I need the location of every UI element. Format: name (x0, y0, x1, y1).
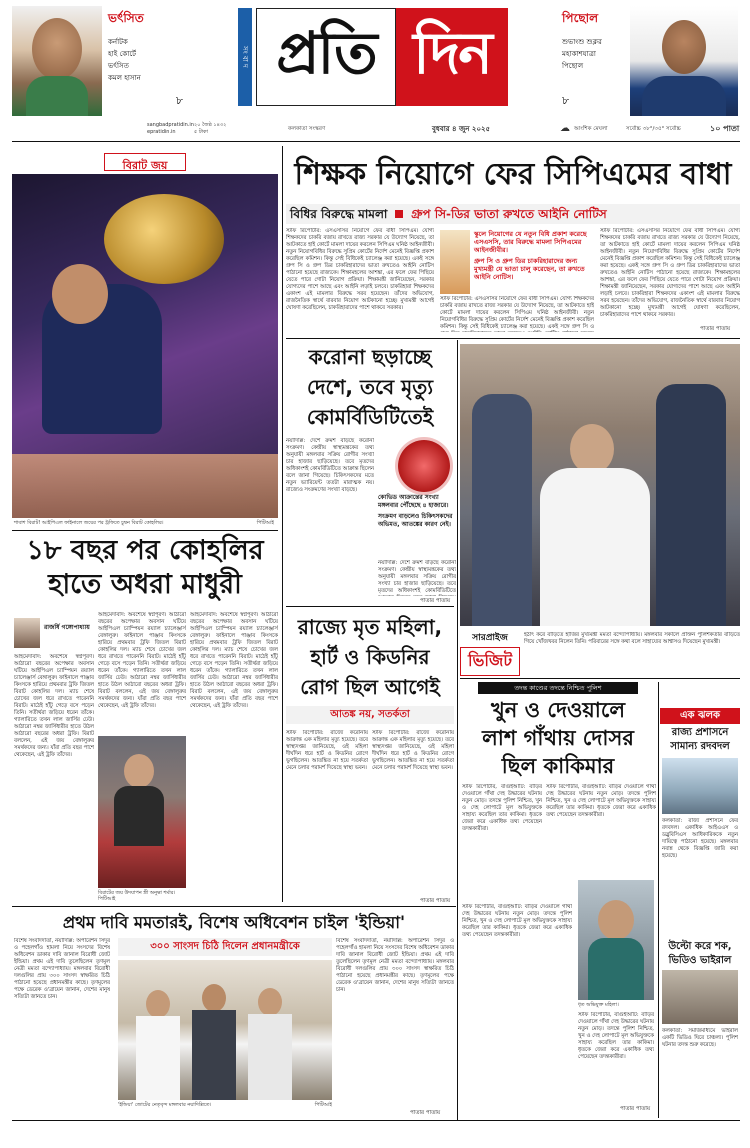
cloud-icon: ☁ (560, 123, 570, 134)
murder-headline-line2: লাশ গাঁথায় দোসর (482, 726, 634, 750)
page-count: ১০ পাতা (710, 124, 740, 133)
left-teaser-line: কমল হাসান (108, 74, 141, 82)
left-teaser-line: হাই কোর্টে (108, 50, 136, 58)
column-divider (282, 146, 283, 902)
weather: আংশিক মেঘলা (574, 126, 608, 132)
lead-bullet-2: গ্রুপ সি ও গ্রুপ ডির চাকরিহারাদের জন্য মুখ্যমন্ত্রী যে ভাতা চালু করেছেন, তা রুখতে আইনি নোটিস। (474, 257, 585, 281)
ek-jhalak-headline-3: উল্টো করে শক, (668, 941, 732, 952)
logo-left[interactable] (256, 8, 396, 106)
logo-right[interactable] (396, 8, 508, 106)
column-divider (658, 682, 659, 1118)
masthead (0, 0, 750, 140)
woman-headline[interactable] (286, 612, 454, 702)
surprise-visit-label (460, 630, 520, 670)
viral-video-photo[interactable] (662, 970, 738, 1024)
india-bloc-photo[interactable] (118, 960, 332, 1100)
right-teaser-line: পিছোল (562, 62, 584, 70)
lead-body-col2: স্টাফ রিপোর্টার: এসএসসির নিয়োগে ফের বাধা সিপিএম। যোগ্য শিক্ষকদের চাকরি বজায় রাখতে রাজ্য সরকার যে উদ্যোগ নিয়েছে, তা আটকাতে হাই কোর্টে মামলা দায়ের করলেন সিপিএম ঘনিষ্ঠ আইনজীবী। নতুন নিয়োগবিধির বিরুদ্ধে সুপ্রিম কোর্টের নির্দেশ মেনেই বিজ্ঞপ্তি প্রকাশ করেছিল কমিশন। কিন্তু সেই বিধিকেই চ্যালেঞ্জ করা হয়েছে। একই সঙ্গে গ্রুপ সি ও (440, 296, 594, 330)
murder-kicker: তদন্ত কাণ্ডের তদন্তে নিশ্চিত পুলিশ (478, 682, 638, 694)
right-teaser-page: ৮ (562, 94, 570, 107)
virus-icon (398, 440, 450, 492)
india-caption-text: 'ইন্ডিয়া' জোটের নেতৃবৃন্দ মঙ্গলবার নয়াদিল্লিতে। (118, 1102, 212, 1108)
virat-kicker-text: বিরাট জয় (122, 159, 168, 172)
surprise-label-2: ভিজিট (460, 647, 520, 676)
column-divider (457, 340, 458, 1120)
right-teaser-title: পিছোল (562, 11, 599, 25)
india-body-col1: বিশেষ সংবাদদাতা, নয়াদিল্লি: অপারেশন সিঁদুর ও পহেলগাঁও হামলা নিয়ে সংসদের বিশেষ অধিবেশন ডাকার দাবি জানাল বিরোধী জোট ইন্ডিয়া। প্রথম এই দাবি তুলেছিলেন তৃণমূল নেত্রী মমতা বন্দ্যোপাধ্যায়। মঙ্গলবার বিরোধী দলগুলির প্রায় ৩০০ সাংসদ স্বাক্ষরিত চিঠি পাঠানো হয়েছে প্রধানমন্ত্রীর কাছে। তৃণমূলের পক্ষে ডেরেক ও'ব্রায়েন জানান, দেশের মানুষ সত্যিটা জানতে চান। (14, 938, 110, 1000)
virat-headline[interactable] (12, 534, 278, 602)
covid-jump[interactable]: পাতার পাতায় (420, 598, 451, 604)
rule (286, 606, 454, 607)
mamata-visit-photo[interactable] (460, 344, 740, 626)
edition: কলকাতা সংস্করণ (288, 126, 326, 132)
covid-headline-line2: দেশে, তবে মৃত্যু (306, 375, 434, 399)
accused-photo[interactable] (578, 880, 654, 1000)
left-teaser-title: ভর্ৎসিত (108, 11, 144, 25)
left-teaser-line: ভর্ৎসিত (108, 62, 129, 70)
covid-bullets (378, 494, 456, 528)
issue-date: বুধবার ৪ জুন ২০২৫ (432, 125, 491, 133)
india-body-col2: বিশেষ সংবাদদাতা, নয়াদিল্লি: অপারেশন সিঁদুর ও পহেলগাঁও হামলা নিয়ে সংসদের বিশেষ অধিবেশন ডাকার দাবি জানাল বিরোধী জোট ইন্ডিয়া। প্রথম এই দাবি তুলেছিলেন তৃণমূল নেত্রী মমতা বন্দ্যোপাধ্যায়। মঙ্গলবার বিরোধী দলগুলির প্রায় ৩০০ সাংসদ স্বাক্ষরিত চিঠি পাঠানো হয়েছে প্রধানমন্ত্রীর কাছে। তৃণমূলের পক্ষে ডেরেক ও'ব্রায়েন জানান, দেশের মানুষ সত্যিটা জানতে চান। (336, 938, 454, 993)
woman-body-col2: স্টাফ রিপোর্টার: রাজ্যে করোনায় আক্রান্ত এক মহিলার মৃত্যু হয়েছে। তবে স্বাস্থ্যদপ্তর জানিয়েছে, ওই মহিলা দীর্ঘদিন ধরে হার্ট ও কিডনির রোগে ভুগছিলেন। আতঙ্কিত না হয়ে সতর্কতা মেনে চলার পরামর্শ দিয়েছে স্বাস্থ্য ভবন। (372, 730, 454, 771)
woman-headline-line2: হার্ট ও কিডনির (310, 645, 430, 669)
masthead-rule (12, 141, 740, 142)
surprise-label-1: সারপ্রাইজ (472, 633, 508, 643)
covid-body-col1: নয়াদিল্লি: দেশে ক্রমশ বাড়ছে করোনা সংক্রমণ। কেন্দ্রীয় স্বাস্থ্যমন্ত্রকের তথ্য অনুযায়ী মঙ্গলবার সক্রিয় রোগীর সংখ্যা চার হাজার ছাড়িয়েছে। তবে মৃতদের অধিকাংশই কোমর্বিডিটিতে আক্রান্ত ছিলেন বলে জানা গিয়েছে। চিকিৎসকদের মতে নতুন ভ্যারিয়েন্ট ততটা মারাত্মক নয়। রাজ্যেও সংক্রমণের সংখ্যা বাড়ছে। (286, 438, 374, 493)
virat-caption-text: শাবাশ বিরাট! আইপিএল ফাইনালে জয়ের পর ট্রফিতে চুম্বন বিরাট কোহলির। (14, 520, 164, 526)
woman-jump[interactable]: পাতার পাতায় (420, 898, 451, 904)
virat-headline-line2: হাতে অধরা মাধুরী (48, 569, 242, 600)
covid-body-col2: নয়াদিল্লি: দেশে ক্রমশ বাড়ছে করোনা সংক্রমণ। কেন্দ্রীয় স্বাস্থ্যমন্ত্রকের তথ্য অনুযায়ী মঙ্গলবার সক্রিয় রোগীর সংখ্যা চার হাজার ছাড়িয়েছে। তবে মৃতদের অধিকাংশই কোমর্বিডিটিতে (378, 560, 456, 594)
lead-bullets (474, 230, 594, 281)
price-note: ২০ জৈষ্ঠ ১৪৩২ (194, 122, 227, 128)
murder-body-col1: স্টাফ রিপোর্টার, বাগুইআটি: বাড়ির দেওয়ালে গাঁথা দেহ উদ্ধারের ঘটনায় নতুন মোড়। তদন্তে পুলিশ নিশ্চিত, খুন ও দেহ লোপাটে মূল অভিযুক্তকে সাহায্য করেছিল তার কাকিমা। ধৃতকে জেরা করে একাধিক তথ্য পেয়েছেন তদন্তকারীরা। (462, 784, 542, 832)
murder-jump[interactable]: পাতার পাতায় (620, 1106, 651, 1112)
ek-jhalak-headline-2: সামান্য রদবদল (670, 741, 730, 752)
india-headline[interactable]: প্রথম দাবি মমতারই, বিশেষ অধিবেশন চাইল 'ইন্ডিয়া' (62, 913, 406, 932)
virat-body-col1: আহমেদাবাদ: অবশেষে স্বপ্নপূরণ। আঠারো বছরের অপেক্ষার অবসান ঘটিয়ে আইপিএল চ্যাম্পিয়ন রয়্যাল চ্যালেঞ্জার্স বেঙ্গালুরু। ফাইনালে পাঞ্জাব কিংসকে হারিয়ে প্রথমবার ট্রফি জিতল বিরাট কোহলির দল। ম্যাচ শেষে চোখের জল ধরে রাখতে পারেননি বিরাট। মাঠেই হাঁটু গেড়ে বসে পড়েন তিনি। সতীর্থরা জড়িয়ে ধরেন তাঁকে। গ্যালারিতে তখন লাল জার্সির ঢেউ। আঠারো নম্বর জার্সিধারীর হাতে উঠল আঠারো বছরের অধরা ট্রফি। বিরাট বললেন, এই জয় বেঙ্গালুরুর সমর্থকদের জন্য। যাঁরা প্রতি বছর পাশে থেকেছেন, এই ট্রফি তাঁদের। (14, 654, 94, 758)
right-teaser[interactable] (562, 10, 632, 111)
woman-strap: আতঙ্ক নয়, সতর্কতা (286, 706, 454, 724)
anushka-caption-text: বিরাটের জয় উদযাপন স্ত্রী অনুষ্কা শর্মার। (98, 890, 176, 896)
murder-headline-line1: খুন ও দেওয়ালে (491, 698, 625, 722)
covid-headline[interactable] (286, 342, 454, 432)
site-link[interactable]: sangbadpratidin.in (147, 122, 194, 128)
woman-headline-line1: রাজ্যে মৃত মহিলা, (297, 615, 443, 639)
kamal-haasan-photo[interactable] (12, 6, 102, 116)
footer-rule (12, 1120, 740, 1121)
lead-subhead (286, 204, 740, 224)
murder-body-col3: স্টাফ রিপোর্টার, বাগুইআটি: বাড়ির দেওয়ালে গাঁথা দেহ উদ্ধারের ঘটনায় নতুন মোড়। তদন্তে পুলিশ নিশ্চিত, খুন ও দেহ লোপাটে মূল অভিযুক্তকে সাহায্য করেছিল তার কাকিমা। ধৃতকে জেরা করে একাধিক তথ্য পেয়েছেন তদন্তকারীরা। (462, 904, 572, 938)
murder-headline-line3: ছিল কাকিমার (501, 754, 615, 778)
murder-body-col2: স্টাফ রিপোর্টার, বাগুইআটি: বাড়ির দেওয়ালে গাঁথা দেহ উদ্ধারের ঘটনায় নতুন মোড়। তদন্তে পুলিশ নিশ্চিত, খুন ও দেহ লোপাটে মূল অভিযুক্তকে সাহায্য করেছিল তার কাকিমা। ধৃতকে জেরা করে একাধিক তথ্য পেয়েছেন তদন্তকারীরা। (546, 784, 656, 818)
right-teaser-line: শুভাংশু শুক্লর (562, 38, 602, 46)
lead-body-col3: স্টাফ রিপোর্টার: এসএসসির নিয়োগে ফের বাধা সিপিএম। যোগ্য শিক্ষকদের চাকরি বজায় রাখতে রাজ্য সরকার যে উদ্যোগ নিয়েছে, তা আটকাতে হাই কোর্টে মামলা দায়ের করলেন সিপিএম ঘনিষ্ঠ আইনজীবী। নতুন নিয়োগবিধির বিরুদ্ধে সুপ্রিম কোর্টের নির্দেশ মেনেই বিজ্ঞপ্তি প্রকাশ করেছিল কমিশন। কিন্তু সেই বিধিকেই চ্যালেঞ্জ করা হয়েছে। একই সঙ্গে গ্রুপ সি ও গ্রুপ ডির চাকরিহারাদের ভাতা রুখতেও আইনি নোটিস পাঠানো হয়েছে রাজ্যকে। শিক্ষামহলের আশঙ্কা, এর ফলে ফের পিছিয়ে যেতে পারে গোটা নিয়োগ প্রক্রিয়া। শিক্ষামন্ত্রী জানিয়েছেন, সরকার যোগ্যদের পাশে আছে এবং আইনি লড়াই চলবে। চাকরিহারা শিক্ষকদের একাংশ এই মামলার বিরুদ্ধে সরব হয়েছেন। তাঁদের অভিযোগ, রাজনৈতিক স্বার্থে বারবার নিয়োগ আটকানো হচ্ছে। মুখ্যমন্ত্রী আগেই ঘোষণা করেছিলেন, চাকরিহারাদের পাশে থাকবে সরকার। (600, 228, 740, 318)
covid-bullet-2: সংক্রমণ বাড়লেও চিকিৎসকদের অভিমত, আতঙ্কের কারণ নেই। (378, 513, 453, 528)
lead-jump[interactable]: পাতার পাতায় (700, 326, 731, 332)
murder-body-col4: স্টাফ রিপোর্টার, বাগুইআটি: বাড়ির দেওয়ালে গাঁথা দেহ উদ্ধারের ঘটনায় নতুন মোড়। তদন্তে পুলিশ নিশ্চিত, খুন ও দেহ লোপাটে মূল অভিযুক্তকে সাহায্য করেছিল তার কাকিমা। ধৃতকে জেরা করে একাধিক তথ্য পেয়েছেন তদন্তকারীরা। (578, 1012, 654, 1060)
rule (460, 678, 740, 679)
ek-jhalak-headline-4: ভিডিও ভাইরাল (668, 955, 732, 966)
virat-trophy-photo[interactable] (12, 174, 278, 518)
anushka-photo[interactable] (98, 736, 186, 888)
lead-sub-right: গ্রুপ সি-ডির ভাতা রুখতে আইনি নোটিস (411, 207, 607, 221)
ek-jhalak-panel (660, 708, 740, 1118)
india-jump[interactable]: পাতার পাতায় (410, 1110, 441, 1116)
ek-jhalak-body: কলকাতা: রাজ্য প্রশাসনে ফের রদবদল। একাধিক আইএএস ও ডব্লুবিসিএস আধিকারিককে নতুন দায়িত্বে পাঠানো হয়েছে। মঙ্গলবার নবান্ন থেকে বিজ্ঞপ্তি জারি করা হয়েছে। (662, 818, 738, 859)
shubhanshu-shukla-photo[interactable] (630, 6, 738, 116)
logo-left-text: প্রতি (276, 18, 376, 87)
virat-kicker (104, 153, 186, 171)
india-photo-caption (118, 1102, 332, 1108)
author-name: রাজর্ষি গঙ্গোপাধ্যায় (44, 624, 90, 631)
logo-right-text: দিন (413, 18, 491, 87)
ek-jhalak-headline-1: রাজ্য প্রশাসনে (671, 727, 729, 738)
india-credit: পিটিআই (314, 1102, 332, 1108)
rule (12, 906, 456, 907)
site-link-2[interactable]: epratidin.in (147, 129, 176, 135)
building-photo[interactable] (662, 758, 738, 814)
rule (286, 338, 740, 339)
left-teaser-line: কর্নাটক (108, 38, 128, 46)
lead-body-col1: স্টাফ রিপোর্টার: এসএসসির নিয়োগে ফের বাধা সিপিএম। যোগ্য শিক্ষকদের চাকরি বজায় রাখতে রাজ্য সরকার যে উদ্যোগ নিয়েছে, তা আটকাতে হাই কোর্টে মামলা দায়ের করলেন সিপিএম ঘনিষ্ঠ আইনজীবী। নতুন নিয়োগবিধির বিরুদ্ধে সুপ্রিম কোর্টের নির্দেশ মেনেই বিজ্ঞপ্তি প্রকাশ করেছিল কমিশন। কিন্তু সেই বিধিকেই চ্যালেঞ্জ করা হয়েছে। একই সঙ্গে গ্রুপ সি ও গ্রুপ ডির চাকরিহারাদের ভাতা রুখতেও আইনি নোটিস পাঠানো হয়েছে রাজ্যকে। শিক্ষামহলের আশঙ্কা, এর ফলে ফের পিছিয়ে যেতে পারে গোটা নিয়োগ প্রক্রিয়া। শিক্ষামন্ত্রী জানিয়েছেন, সরকার যোগ্যদের পাশে আছে এবং আইনি লড়াই চলবে। চাকরিহারা শিক্ষকদের একাংশ এই মামলার বিরুদ্ধে সরব হয়েছেন। তাঁদের অভিযোগ, রাজনৈতিক স্বার্থে বারবার নিয়োগ আটকানো হচ্ছে। মুখ্যমন্ত্রী আগেই ঘোষণা করেছিলেন, চাকরিহারাদের পাশে থাকবে সরকার। (286, 228, 434, 311)
virat-body-col2: আহমেদাবাদ: অবশেষে স্বপ্নপূরণ। আঠারো বছরের অপেক্ষার অবসান ঘটিয়ে আইপিএল চ্যাম্পিয়ন রয়্যাল চ্যালেঞ্জার্স বেঙ্গালুরু। ফাইনালে পাঞ্জাব কিংসকে হারিয়ে প্রথমবার ট্রফি জিতল বিরাট কোহলির দল। ম্যাচ শেষে চোখের জল ধরে রাখতে পারেননি বিরাট। মাঠেই হাঁটু গেড়ে বসে পড়েন তিনি। সতীর্থরা জড়িয়ে ধরেন তাঁকে। গ্যালারিতে তখন লাল জার্সির ঢেউ। আঠারো নম্বর জার্সিধারীর হাতে উঠল আঠারো বছরের অধরা ট্রফি। বিরাট বললেন, এই জয় বেঙ্গালুরুর সমর্থকদের জন্য। যাঁরা প্রতি বছর পাশে থেকেছেন, এই ট্রফি তাঁদের। (98, 612, 186, 709)
red-square-icon (395, 210, 403, 218)
covid-bullet-1: কোভিড আক্রান্তের সংখ্যা মঙ্গলবার পৌঁছেছে ৪ হাজারে। (378, 494, 449, 509)
vertical-tag: সং বা দ (238, 8, 252, 106)
rule (12, 530, 278, 531)
ek-jhalak-headline-b[interactable] (660, 940, 740, 968)
ek-jhalak-headline[interactable] (660, 726, 740, 754)
lead-sub-left: বিধির বিরুদ্ধে মামলা (290, 207, 388, 221)
virat-body-col3: আহমেদাবাদ: অবশেষে স্বপ্নপূরণ। আঠারো বছরের অপেক্ষার অবসান ঘটিয়ে আইপিএল চ্যাম্পিয়ন রয়্যাল চ্যালেঞ্জার্স বেঙ্গালুরু। ফাইনালে পাঞ্জাব কিংসকে হারিয়ে প্রথমবার ট্রফি জিতল বিরাট কোহলির দল। ম্যাচ শেষে চোখের জল ধরে রাখতে পারেননি বিরাট। মাঠেই হাঁটু গেড়ে বসে পড়েন তিনি। সতীর্থরা জড়িয়ে ধরেন তাঁকে। গ্যালারিতে তখন লাল জার্সির ঢেউ। আঠারো নম্বর জার্সিধারীর হাতে উঠল আঠারো বছরের অধরা ট্রফি। বিরাট বললেন, এই জয় বেঙ্গালুরুর সমর্থকদের জন্য। যাঁরা প্রতি বছর পাশে থেকেছেন, এই ট্রফি তাঁদের। (190, 612, 278, 709)
accused-caption: ধৃত অভিযুক্ত মহিলা। (578, 1002, 619, 1008)
left-teaser-page: ৮ (175, 94, 183, 107)
anushka-caption (98, 890, 186, 902)
temperature: সর্বোচ্চ ৩৮°/৩৫° সর্বোচ্চ (626, 126, 681, 132)
india-strap: ৩০০ সাংসদ চিঠি দিলেন প্রধানমন্ত্রীকে (118, 938, 332, 956)
high-court-photo[interactable] (440, 230, 470, 294)
price: ৫ টাকা (194, 129, 208, 135)
author-photo (14, 618, 40, 648)
lead-headline[interactable]: শিক্ষক নিয়োগে ফের সিপিএমের বাধা (294, 157, 732, 192)
date-bar (12, 122, 740, 136)
virat-headline-line1: ১৮ বছর পর কোহলির (26, 535, 264, 566)
lead-bullet-1: স্কুলে নিয়োগের যে নতুন বিধি প্রকাশ করেছে এসএসসি, তার বিরুদ্ধে মামলা সিপিএমের আইনজীবীর। (474, 230, 587, 254)
right-teaser-line: মহাকাশযাত্রা (562, 50, 596, 58)
left-teaser[interactable] (108, 10, 193, 111)
murder-headline[interactable] (460, 696, 656, 780)
mamata-body: হঠাৎ করে বাড়িতে হাজির মুখ্যমন্ত্রী মমতা বন্দ্যোপাধ্যায়। মঙ্গলবার সকালে প্রাক্তন পুলিশকর্তার বাড়িতে গিয়ে খোঁজখবর নিলেন তিনি। পরিবারের সঙ্গে কথা বলে সাহায্যের আশ্বাসও দিয়েছেন মুখ্যমন্ত্রী। (524, 632, 740, 645)
anushka-credit: পিটিআই (98, 896, 116, 902)
covid-headline-line1: করোনা ছড়াচ্ছে (308, 345, 432, 369)
woman-body-col1: স্টাফ রিপোর্টার: রাজ্যে করোনায় আক্রান্ত এক মহিলার মৃত্যু হয়েছে। তবে স্বাস্থ্যদপ্তর জানিয়েছে, ওই মহিলা দীর্ঘদিন ধরে হার্ট ও কিডনির রোগে ভুগছিলেন। আতঙ্কিত না হয়ে সতর্কতা মেনে চলার পরামর্শ দিয়েছে স্বাস্থ্য ভবন। (286, 730, 368, 771)
woman-headline-line3: রোগ ছিল আগেই (300, 675, 440, 699)
virat-credit: পিটিআই (256, 520, 274, 526)
covid-headline-line3: কোমর্বিডিটিতেই (306, 405, 434, 429)
ek-jhalak-kicker: এক ঝলক (660, 708, 740, 724)
virat-photo-caption (14, 520, 274, 526)
ek-jhalak-body-2: কলকাতা: সমাজমাধ্যমে ভাইরাল একটি ভিডিও ঘিরে চাঞ্চল্য। পুলিশ ঘটনার তদন্ত শুরু করেছে। (662, 1028, 738, 1048)
